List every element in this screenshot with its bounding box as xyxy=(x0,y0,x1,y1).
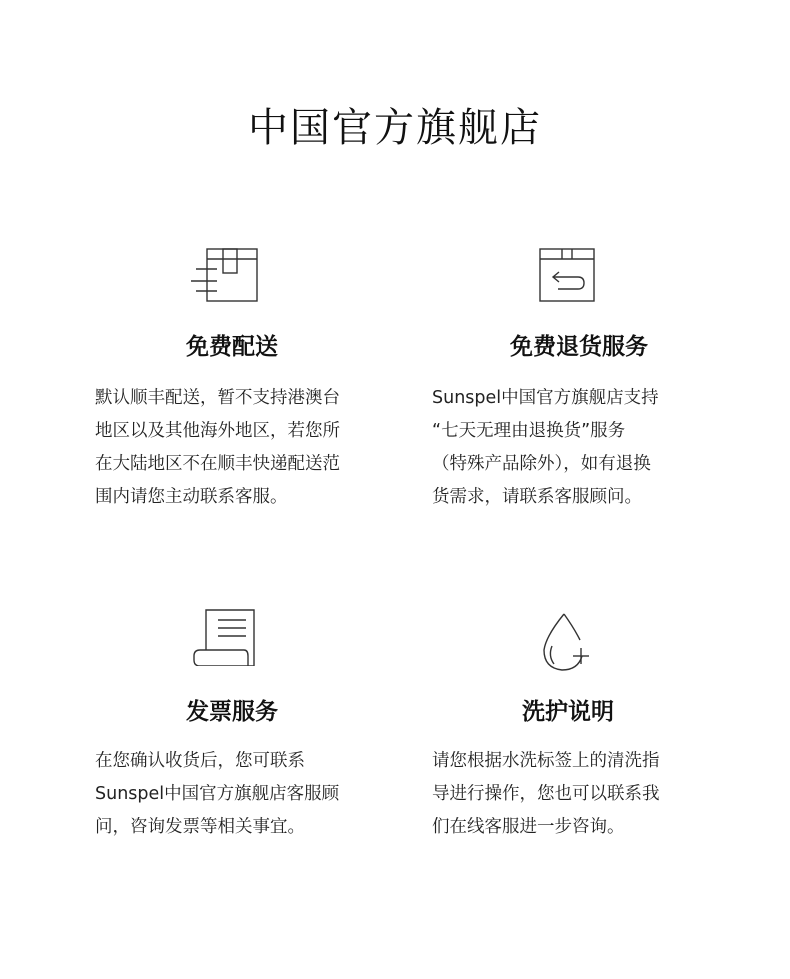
service-description: 默认顺丰配送，暂不支持港澳台 地区以及其他海外地区，若您所 在大陆地区不在顺丰快递配送范 围内请您主动联系客服。 xyxy=(95,388,340,507)
service-title: 免费配送 xyxy=(186,334,278,360)
service-title: 发票服务 xyxy=(186,699,278,725)
water-drop-icon xyxy=(532,612,602,672)
return-box-icon xyxy=(532,245,602,305)
service-title: 免费退货服务 xyxy=(510,334,648,360)
service-description: 在您确认收货后，您可联系 Sunspel中国官方旗舰店客服顾 问，咨询发票等相关事宜。 xyxy=(95,751,340,837)
service-description: Sunspel中国官方旗舰店支持 “七天无理由退换货”服务 （特殊产品除外），如有退换 货需求，请联系客服顾问。 xyxy=(432,388,659,507)
page-title: 中国官方旗舰店 xyxy=(248,105,542,151)
service-description: 请您根据水洗标签上的清洗指 导进行操作，您也可以联系我 们在线客服进一步咨询。 xyxy=(432,751,660,837)
delivery-box-icon xyxy=(191,245,261,305)
receipt-icon xyxy=(188,606,258,666)
service-title: 洗护说明 xyxy=(522,699,614,725)
